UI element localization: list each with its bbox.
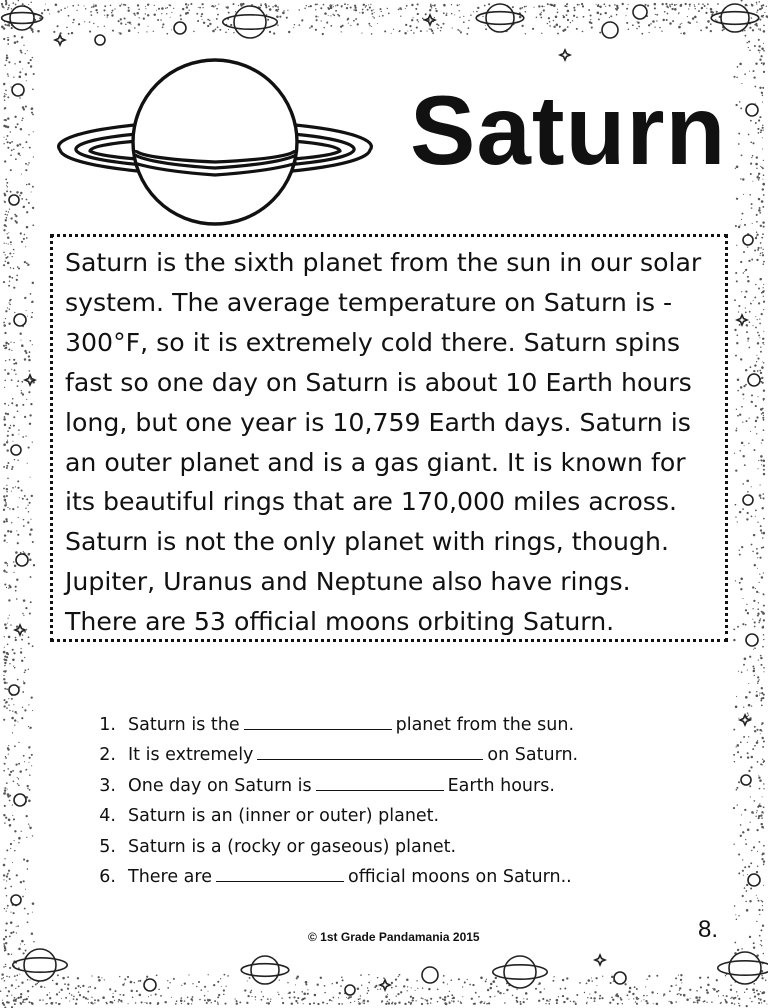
question-number: 5. bbox=[99, 836, 116, 857]
question-text-after: official moons on Saturn.. bbox=[348, 866, 572, 887]
question-number: 4. bbox=[99, 806, 116, 827]
question-text: There are bbox=[128, 866, 212, 887]
question-item bbox=[70, 710, 670, 740]
passage-line: 300°F, so it is extremely cold there. Saturn spins bbox=[65, 327, 681, 357]
answer-blank[interactable] bbox=[216, 863, 344, 882]
answer-blank[interactable] bbox=[316, 772, 444, 791]
passage-line: system. The average temperature on Saturn is - bbox=[65, 287, 673, 317]
question-number: 2. bbox=[99, 745, 116, 766]
question-number: 6. bbox=[99, 866, 116, 887]
passage-line: Saturn is the sixth planet from the sun in our solar bbox=[65, 248, 702, 277]
question-item bbox=[70, 832, 670, 862]
passage-line: its beautiful rings that are 170,000 miles across. bbox=[65, 487, 677, 517]
passage-line: long, but one year is 10,759 Earth days. Saturn is bbox=[65, 407, 691, 437]
passage-line: fast so one day on Saturn is about 10 Earth hours bbox=[65, 367, 692, 397]
page-number: 8. bbox=[698, 916, 719, 943]
passage-line: Jupiter, Uranus and Neptune also have rings. bbox=[65, 567, 631, 597]
question-text-after: Earth hours. bbox=[447, 775, 555, 796]
question-number: 3. bbox=[99, 775, 116, 796]
question-text: Saturn is the bbox=[128, 715, 240, 735]
question-text: Saturn is an (inner or outer) planet. bbox=[128, 806, 440, 827]
question-item bbox=[70, 801, 670, 831]
passage-line: Saturn is not the only planet with rings, though. bbox=[65, 527, 669, 557]
question-number: 1. bbox=[99, 715, 116, 735]
question-text: One day on Saturn is bbox=[128, 775, 312, 796]
answer-blank[interactable] bbox=[244, 711, 392, 730]
answer-blank[interactable] bbox=[257, 741, 483, 760]
copyright-notice: © 1st Grade Pandamania 2015 bbox=[308, 930, 480, 944]
question-text: It is extremely bbox=[128, 745, 254, 766]
question-text: Saturn is a (rocky or gaseous) planet. bbox=[128, 836, 457, 857]
passage-line: There are 53 official moons orbiting Saturn. bbox=[65, 607, 615, 637]
question-item bbox=[70, 771, 670, 801]
page-title: Saturn bbox=[410, 75, 727, 185]
question-item bbox=[70, 862, 670, 892]
question-list bbox=[70, 710, 670, 892]
saturn-illustration bbox=[40, 55, 390, 230]
passage-line: an outer planet and is a gas giant. It is known for bbox=[65, 447, 686, 477]
question-item bbox=[70, 740, 670, 770]
question-text-after: on Saturn. bbox=[487, 745, 579, 766]
reading-passage bbox=[50, 234, 728, 642]
question-text-after: planet from the sun. bbox=[395, 715, 575, 735]
